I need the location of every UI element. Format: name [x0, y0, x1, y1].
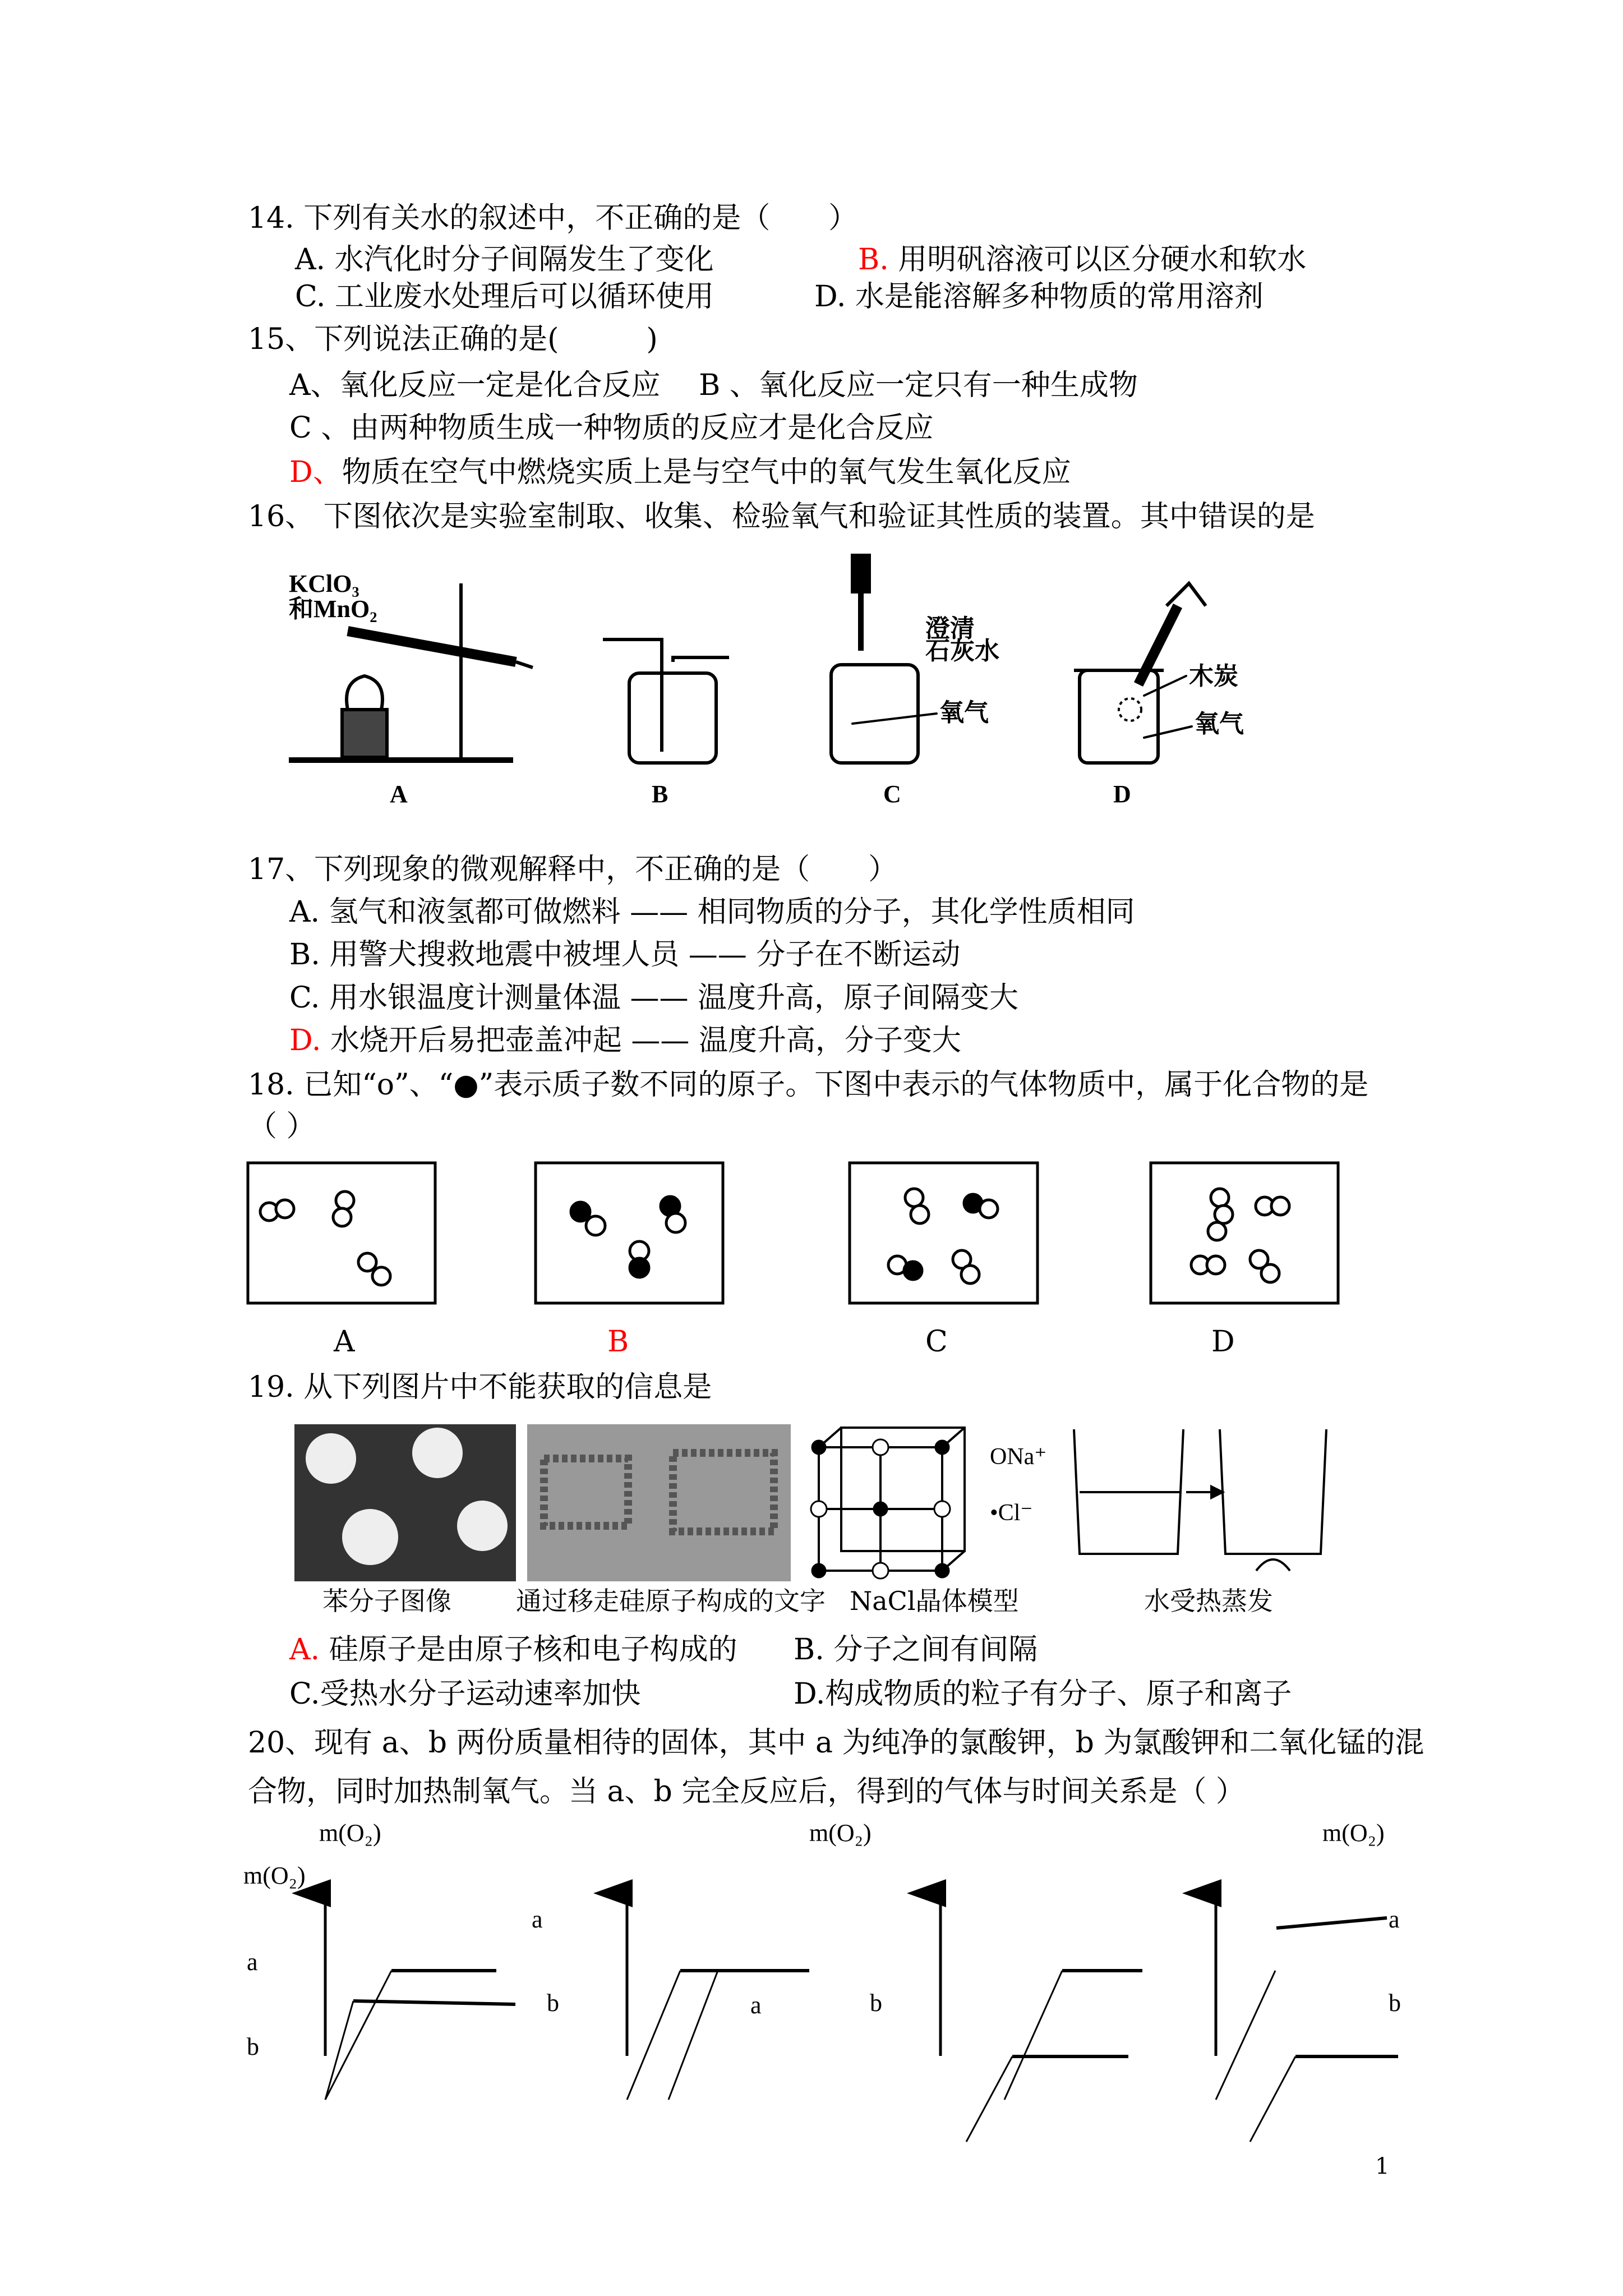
silicon-text-image — [527, 1424, 791, 1581]
q18-label-b-answer: B — [607, 1325, 629, 1359]
q19-option-a — [289, 1632, 737, 1668]
cl-ion-label: •Cl⁻ — [990, 1500, 1033, 1526]
q18-answer-paren: （ ） — [248, 1110, 316, 1143]
graph4-line-2-rise — [1250, 2056, 1295, 2142]
q14-option-d: D. 水是能溶解多种物质的常用溶剂 — [814, 280, 1264, 314]
option-text: 用明矾溶液可以区分硬水和软水 — [898, 243, 1307, 277]
answer-letter: B. — [858, 243, 889, 277]
na-ion-label: ONa⁺ — [990, 1444, 1047, 1470]
apparatus-b — [603, 639, 729, 763]
fig16-label-a: A — [390, 780, 408, 808]
q15-stem: 15、下列说法正确的是( ) — [248, 323, 658, 356]
q19-option-b: B. 分子之间有间隔 — [794, 1633, 1038, 1667]
q17-option-c: C. 用水银温度计测量体温 —— 温度升高，原子间隔变大 — [289, 981, 1019, 1015]
q15-option-ab: A、氧化反应一定是化合反应 B 、氧化反应一定只有一种生成物 — [289, 369, 1138, 402]
q14-option-b — [858, 242, 1306, 278]
charcoal-label: 木炭 — [1189, 662, 1238, 690]
limewater-label-1: 澄清 — [925, 615, 975, 642]
q17-option-a: A. 氢气和液氢都可做燃料 —— 相同物质的分子，其化学性质相同 — [289, 895, 1135, 929]
caption-silicon: 通过移走硅原子构成的文字 — [516, 1586, 826, 1616]
graph-label-b-left: b — [247, 2033, 259, 2060]
apparatus-c — [831, 555, 918, 763]
graph3-line-2-rise — [966, 2056, 1012, 2142]
q20-stem-line1: 20、现有 a、b 两份质量相待的固体，其中 a 为纯净的氯酸钾，b 为氯酸钾和二氧化锰的混 — [248, 1726, 1424, 1760]
oxygen-label-c: 氧气 — [939, 699, 989, 726]
graph4-line-1-rise — [1216, 1971, 1275, 2100]
graph-ylabel-4: m(O₂) — [1322, 1819, 1385, 1847]
graph1-label-b: b — [547, 1989, 559, 2017]
graph-ylabel-3: m(O₂) — [809, 1819, 872, 1847]
graph2-label-a: a — [750, 1991, 762, 2019]
graph1-line-b-rise — [325, 2001, 353, 2100]
q15-option-d — [289, 454, 1071, 490]
q14-option-c: C. 工业废水处理后可以循环使用 — [295, 280, 714, 314]
answer-letter: D. — [289, 1024, 321, 1057]
fig16-label-d: D — [1113, 780, 1131, 808]
graph3-line-1-rise — [1004, 1971, 1062, 2100]
q17-option-b: B. 用警犬搜救地震中被埋人员 —— 分子在不断运动 — [289, 938, 961, 972]
page-number: 1 — [1375, 2154, 1390, 2179]
graph2-line-1-rise — [627, 1971, 680, 2100]
caption-nacl: NaCl晶体模型 — [850, 1586, 1019, 1616]
graph2-line-2-rise — [668, 1971, 718, 2100]
graph1-label-a: a — [532, 1906, 543, 1933]
q20-stem-line2: 合物，同时加热制氧气。当 a、b 完全反应后，得到的气体与时间关系是（ ） — [248, 1775, 1245, 1809]
fig16-label-b: B — [652, 780, 668, 808]
limewater-label-2: 石灰水 — [925, 637, 999, 665]
q17-option-d — [289, 1023, 961, 1059]
graph-ylabel-2: m(O₂) — [243, 1862, 306, 1889]
q17-stem: 17、下列现象的微观解释中，不正确的是（ ） — [248, 853, 898, 886]
q16-stem: 16、 下图依次是实验室制取、收集、检验氧气和验证其性质的装置。其中错误的是 — [248, 500, 1315, 533]
option-text: 水烧开后易把壶盖冲起 —— 温度升高，分子变大 — [330, 1024, 961, 1057]
q18-stem: 18. 已知“o”、“●”表示质子数不同的原子。下图中表示的气体物质中，属于化合物的是 — [248, 1068, 1369, 1102]
caption-water: 水受热蒸发 — [1144, 1586, 1273, 1616]
q18-label-d: D — [1211, 1325, 1235, 1359]
q18-label-c: C — [925, 1325, 948, 1359]
graph1-line-a-rise — [325, 1971, 391, 2100]
answer-letter: A. — [289, 1633, 320, 1667]
benzene-image — [294, 1424, 516, 1581]
apparatus-a — [289, 583, 533, 760]
option-text: 物质在空气中燃烧实质上是与空气中的氧气发生氧化反应 — [342, 455, 1071, 489]
q14-option-a: A. 水汽化时分子间隔发生了变化 — [295, 243, 714, 277]
graph-label-a-left: a — [247, 1948, 258, 1976]
q14-stem: 14. 下列有关水的叙述中，不正确的是（ ） — [248, 201, 858, 235]
fig16-label-c: C — [883, 780, 901, 808]
graph-ylabel-1: m(O₂) — [319, 1819, 381, 1847]
q19-stem: 19. 从下列图片中不能获取的信息是 — [248, 1370, 712, 1404]
caption-benzene: 苯分子图像 — [322, 1586, 451, 1616]
graph3-label-b: b — [870, 1989, 882, 2017]
q19-option-d: D.构成物质的粒子有分子、原子和离子 — [794, 1677, 1292, 1711]
answer-letter: D、 — [289, 455, 342, 489]
q15-option-c: C 、由两种物质生成一种物质的反应才是化合反应 — [289, 411, 934, 445]
apparatus-d — [1074, 583, 1206, 763]
q19-option-c: C.受热水分子运动速率加快 — [289, 1677, 641, 1711]
oxygen-label-d: 氧气 — [1195, 710, 1244, 738]
nacl-crystal-model — [819, 1428, 965, 1571]
graph4-label-a: a — [1389, 1906, 1400, 1933]
water-evaporation-figure — [1074, 1429, 1326, 1571]
option-text: 硅原子是由原子核和电子构成的 — [329, 1633, 737, 1667]
graph4-label-b: b — [1389, 1989, 1401, 2017]
kclo3-label: KClO₃ — [289, 570, 359, 597]
q18-label-a: A — [334, 1325, 355, 1359]
mno2-label: 和MnO₂ — [289, 595, 377, 623]
